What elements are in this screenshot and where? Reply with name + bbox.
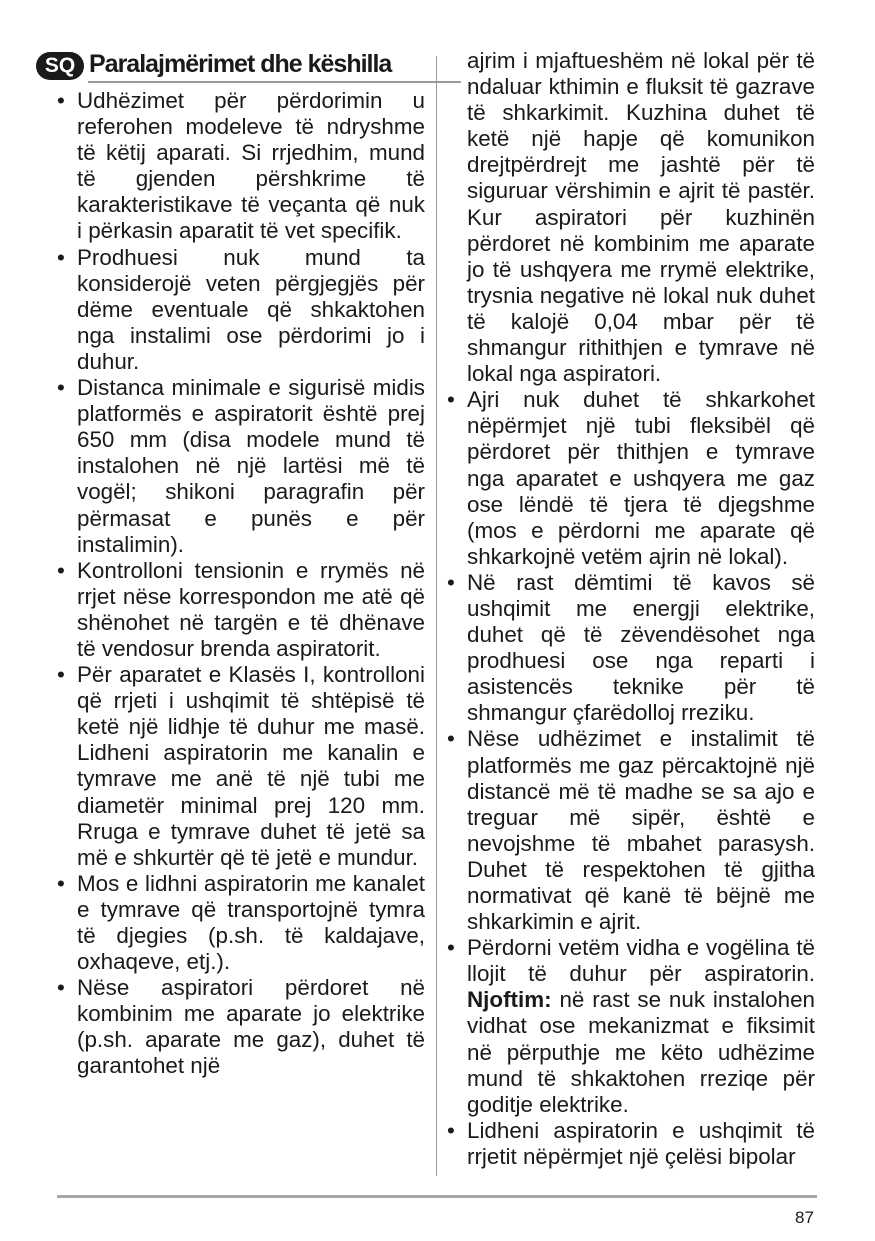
right-column xyxy=(447,48,815,1170)
list-item: • Prodhuesi nuk mund ta konsiderojë veten përgjegjës për dëme eventuale që shkaktohen nga instalimi ose përdorimi jo i duhur. xyxy=(57,245,425,375)
list-item: • Nëse udhëzimet e instalimit të platformës me gaz përcaktojnë një distancë më të madhe se sa ajo e treguar më sipër, është e nevojshme të mbahet parasysh. Duhet të respektohen të gjitha normativat që kanë të bëjnë me shkarkimin e ajrit. xyxy=(447,726,815,935)
language-badge: SQ xyxy=(36,52,84,80)
notice-text: në rast se nuk instalohen vidhat ose mekanizmat e fiksimit në përputhje me këto udhëzime mund të shkaktohen rreziqe për goditje elektrike. xyxy=(467,987,815,1117)
screws-text: Përdorni vetëm vidha e vogëlina të llojit të duhur për aspiratorin. xyxy=(467,935,815,987)
list-item: • Nëse aspiratori përdoret në kombinim me aparate jo elektrike (p.sh. aparate me gaz), duhet të garantohet një xyxy=(57,975,425,1079)
list-item: • Distanca minimale e sigurisë midis platformës e aspiratorit është prej 650 mm (disa modele mund të instalohen në një lartësi më të vogël; shikoni paragrafin për përmasat e punës e për instalimin). xyxy=(57,375,425,558)
page-number: 87 xyxy=(795,1208,814,1227)
notice-label: Njoftim: xyxy=(467,987,552,1013)
section-header xyxy=(36,48,426,82)
column-divider xyxy=(436,56,437,1176)
title-underline xyxy=(88,81,461,83)
list-item: • Mos e lidhni aspiratorin me kanalet e tymrave që transportojnë tymra të djegies (p.sh. të kaldajave, oxhaqeve, etj.). xyxy=(57,871,425,975)
list-item: • Në rast dëmtimi të kavos së ushqimit me energji elektrike, duhet që të zëvendësohet nga prodhuesi ose nga reparti i asistencës teknike për të shmangur çfarëdolloj rreziku. xyxy=(447,570,815,727)
list-item-continuation: ajrim i mjaftueshëm në lokal për të ndaluar kthimin e fluksit të gazrave të shkarkimit. Kuzhina duhet të ketë një hapje që komunikon drejtpërdrejt me jashtë për të siguruar vërshimin e ajrit të pastër. Kur aspiratori për kuzhinën përdoret në kombinim me aparate jo të ushqyera me rrymë elektrike, trysnia negative në lokal nuk duhet të kalojë 0,04 mbar për të shmangur rithithjen e tymrave në lokal nga aspiratori. xyxy=(467,48,815,387)
left-column xyxy=(57,88,425,1080)
right-bullet-list xyxy=(447,48,815,1170)
section-title: Paralajmërimet dhe këshilla xyxy=(89,50,392,78)
left-bullet-list xyxy=(57,88,425,1080)
list-item: • Për aparatet e Klasës I, kontrolloni që rrjeti i ushqimit të shtëpisë të ketë një lidhje të duhur me masë. Lidheni aspiratorin me kanalin e tymrave me anë të një tubi me diametër minimal prej 120 mm. Rruga e tymrave duhet të jetë sa më e shkurtër që të jetë e mundur. xyxy=(57,662,425,871)
list-item: • Lidheni aspiratorin e ushqimit të rrjetit nëpërmjet një çelësi bipolar xyxy=(447,1118,815,1170)
footer-rule xyxy=(57,1195,817,1198)
list-item: • Kontrolloni tensionin e rrymës në rrjet nëse korrespondon me atë që shënohet në targën e të dhënave të vendosur brenda aspiratorit. xyxy=(57,558,425,662)
list-item: • Ajri nuk duhet të shkarkohet nëpërmjet një tubi fleksibël që përdoret për thithjen e tymrave nga aparatet e ushqyera me gaz ose lëndë të tjera të djegshme (mos e përdorni me aparate që shkarkojnë vetëm ajrin në lokal). xyxy=(447,387,815,570)
list-item: • Udhëzimet për përdorimin u referohen modeleve të ndryshme të këtij aparati. Si rrjedhim, mund të gjenden përshkrime të karakteristikave të veçanta që nuk i përkasin aparatit të vet specifik. xyxy=(57,88,425,245)
list-item-screws xyxy=(447,935,815,1118)
